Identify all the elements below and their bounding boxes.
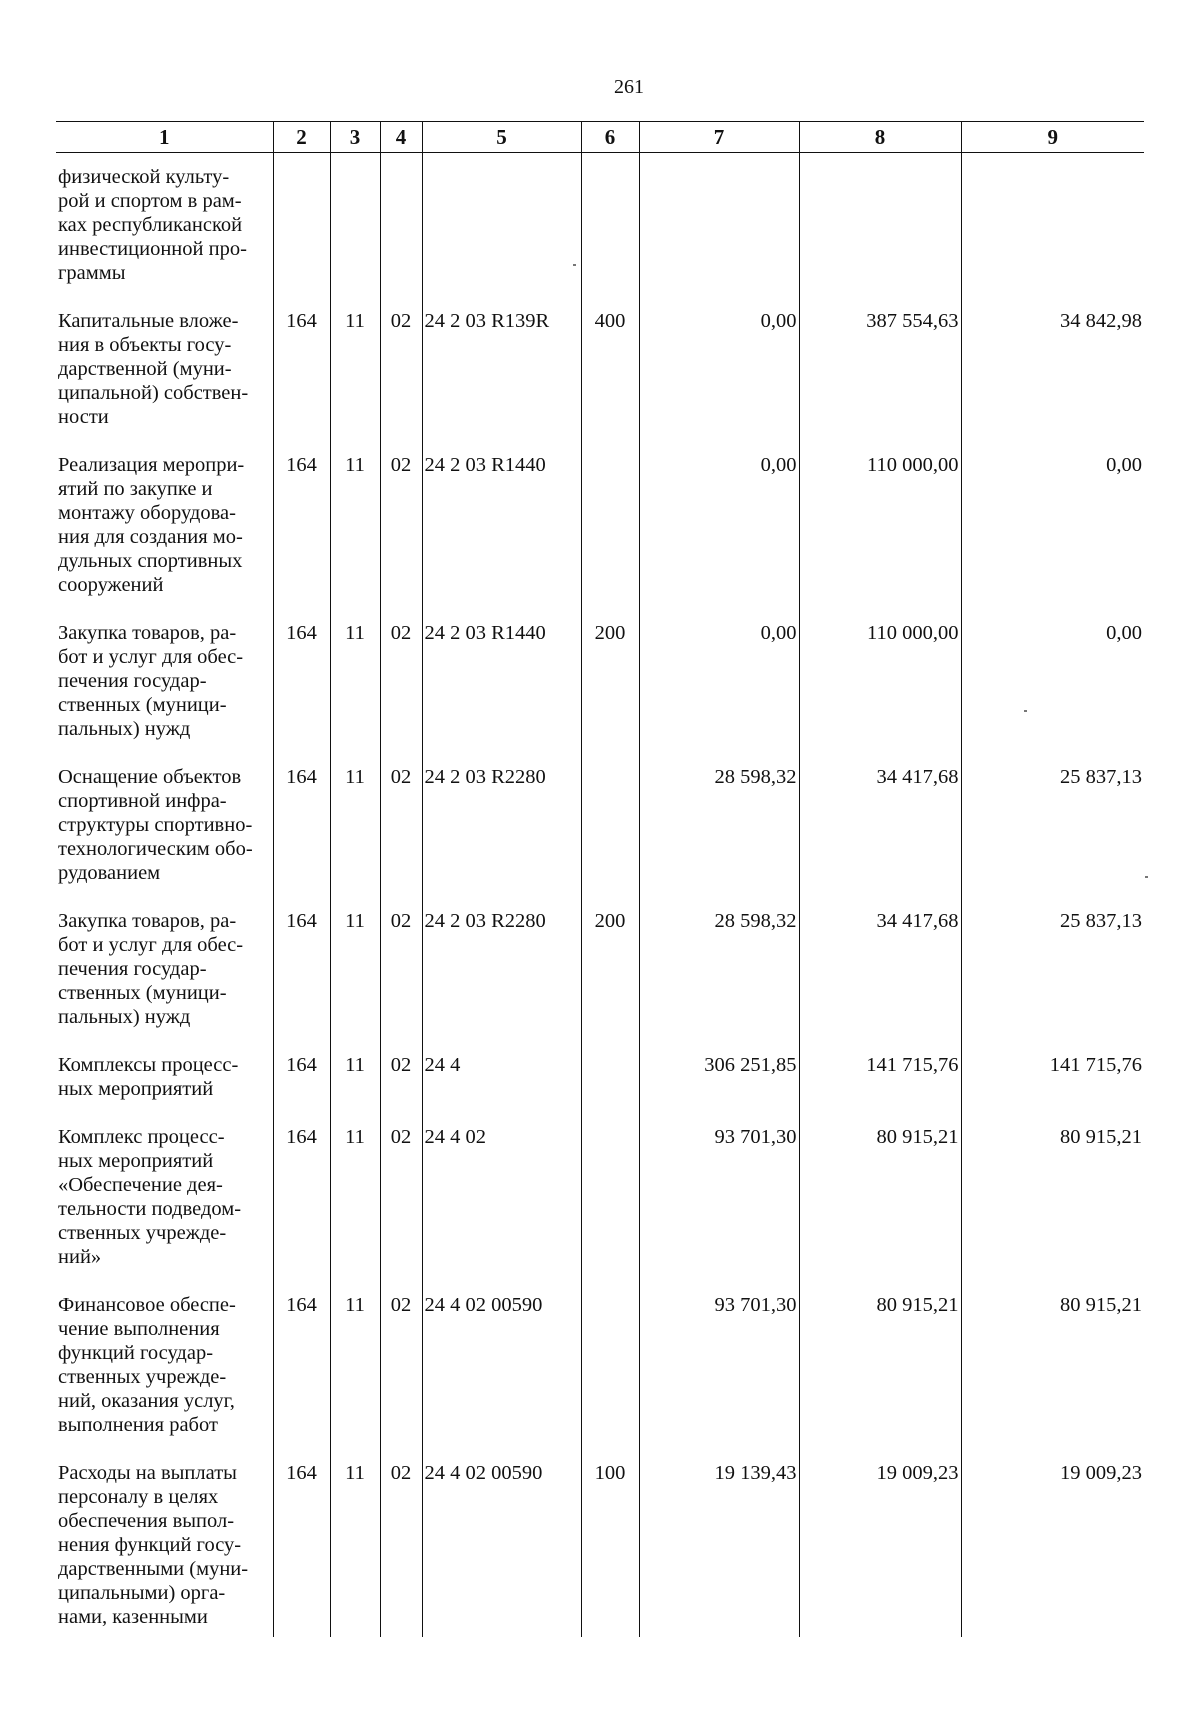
cell-col-2: 164 <box>273 1113 330 1281</box>
cell-col-3: 11 <box>330 1041 380 1113</box>
cell-col-7: 93 701,30 <box>639 1281 799 1449</box>
cell-col-5: 24 2 03 R2280 <box>422 753 581 897</box>
cell-col-2: 164 <box>273 1281 330 1449</box>
cell-col-8: 80 915,21 <box>799 1113 961 1281</box>
cell-col-4: 02 <box>380 441 422 609</box>
cell-col-2: 164 <box>273 1449 330 1637</box>
cell-col-6 <box>581 1041 639 1113</box>
cell-col-4: 02 <box>380 1281 422 1449</box>
cell-col-6: 400 <box>581 297 639 441</box>
cell-col-9: 19 009,23 <box>961 1449 1144 1637</box>
cell-col-8: 19 009,23 <box>799 1449 961 1637</box>
cell-col-7: 28 598,32 <box>639 897 799 1041</box>
cell-col-3: 11 <box>330 897 380 1041</box>
cell-col-8: 110 000,00 <box>799 609 961 753</box>
table-row <box>56 897 1144 1041</box>
cell-col-2: 164 <box>273 753 330 897</box>
cell-col-5: 24 2 03 R2280 <box>422 897 581 1041</box>
cell-col-6 <box>581 153 639 298</box>
cell-name: Комплекс процесс- ных мероприятий «Обеспечение дея- тельности подведом- ственных учрежде- ний» <box>58 1126 242 1268</box>
cell-col-8: 141 715,76 <box>799 1041 961 1113</box>
cell-name: физической культу- рой и спортом в рам- ках республиканской инвестиционной про- граммы <box>58 166 247 284</box>
cell-col-8: 34 417,68 <box>799 753 961 897</box>
cell-col-4: 02 <box>380 297 422 441</box>
cell-col-9: 25 837,13 <box>961 753 1144 897</box>
cell-col-9: 80 915,21 <box>961 1113 1144 1281</box>
cell-col-3: 11 <box>330 1449 380 1637</box>
cell-col-7: 0,00 <box>639 441 799 609</box>
header-row <box>56 122 1144 153</box>
cell-col-3 <box>330 153 380 298</box>
cell-col-9: 80 915,21 <box>961 1281 1144 1449</box>
cell-col-5: 24 2 03 R139R <box>422 297 581 441</box>
page-number: 261 <box>614 76 644 98</box>
cell-col-4: 02 <box>380 897 422 1041</box>
cell-col-2 <box>273 153 330 298</box>
cell-col-8: 387 554,63 <box>799 297 961 441</box>
cell-col-8: 110 000,00 <box>799 441 961 609</box>
cell-col-6 <box>581 753 639 897</box>
column-header-9: 9 <box>961 122 1144 153</box>
cell-name: Закупка товаров, ра- бот и услуг для обес- печения государ- ственных (муници- пальных) нужд <box>58 910 244 1028</box>
table-row <box>56 1113 1144 1281</box>
cell-col-6 <box>581 1281 639 1449</box>
cell-col-3: 11 <box>330 609 380 753</box>
cell-name: Расходы на выплаты персоналу в целях обеспечения выпол- нения функций госу- дарственными (муни- ципальными) орга- нами, казенными <box>58 1462 249 1628</box>
cell-col-5: 24 4 02 <box>422 1113 581 1281</box>
scan-speck <box>1145 876 1148 878</box>
column-header-7: 7 <box>639 122 799 153</box>
table-row <box>56 753 1144 897</box>
cell-col-9 <box>961 153 1144 298</box>
cell-col-4: 02 <box>380 1041 422 1113</box>
cell-col-8: 80 915,21 <box>799 1281 961 1449</box>
cell-col-7 <box>639 153 799 298</box>
table-header <box>56 122 1144 153</box>
column-header-2: 2 <box>273 122 330 153</box>
cell-col-5: 24 4 02 00590 <box>422 1449 581 1637</box>
cell-col-6: 100 <box>581 1449 639 1637</box>
table-row <box>56 441 1144 609</box>
scan-speck <box>573 264 576 266</box>
cell-col-6 <box>581 441 639 609</box>
table-body <box>56 153 1144 1638</box>
cell-col-7: 0,00 <box>639 609 799 753</box>
cell-col-3: 11 <box>330 1113 380 1281</box>
cell-col-4: 02 <box>380 1449 422 1637</box>
cell-col-5: 24 2 03 R1440 <box>422 441 581 609</box>
cell-col-7: 93 701,30 <box>639 1113 799 1281</box>
cell-col-4 <box>380 153 422 298</box>
cell-col-8 <box>799 153 961 298</box>
column-header-3: 3 <box>330 122 380 153</box>
cell-col-6 <box>581 1113 639 1281</box>
column-header-4: 4 <box>380 122 422 153</box>
cell-col-5: 24 4 <box>422 1041 581 1113</box>
table-row <box>56 1281 1144 1449</box>
table-row <box>56 1041 1144 1113</box>
cell-col-7: 0,00 <box>639 297 799 441</box>
cell-col-9: 34 842,98 <box>961 297 1144 441</box>
cell-col-6: 200 <box>581 897 639 1041</box>
column-header-8: 8 <box>799 122 961 153</box>
column-header-5: 5 <box>422 122 581 153</box>
table-row <box>56 1449 1144 1637</box>
cell-col-7: 19 139,43 <box>639 1449 799 1637</box>
cell-col-3: 11 <box>330 753 380 897</box>
cell-col-7: 28 598,32 <box>639 753 799 897</box>
cell-col-7: 306 251,85 <box>639 1041 799 1113</box>
cell-col-6: 200 <box>581 609 639 753</box>
cell-col-9: 141 715,76 <box>961 1041 1144 1113</box>
cell-col-4: 02 <box>380 609 422 753</box>
cell-col-5 <box>422 153 581 298</box>
cell-col-2: 164 <box>273 297 330 441</box>
cell-name: Закупка товаров, ра- бот и услуг для обес- печения государ- ственных (муници- пальных) нужд <box>58 622 244 740</box>
column-header-6: 6 <box>581 122 639 153</box>
cell-col-9: 0,00 <box>961 441 1144 609</box>
cell-col-5: 24 2 03 R1440 <box>422 609 581 753</box>
cell-col-2: 164 <box>273 441 330 609</box>
cell-col-4: 02 <box>380 1113 422 1281</box>
cell-col-2: 164 <box>273 1041 330 1113</box>
cell-name: Капитальные вложе- ния в объекты госу- дарственной (муни- ципальной) собствен- ности <box>58 310 249 428</box>
column-header-1: 1 <box>56 122 273 153</box>
cell-col-3: 11 <box>330 441 380 609</box>
cell-name: Реализация меропри- ятий по закупке и монтажу оборудова- ния для создания мо- дульных спортивных сооружений <box>58 454 245 596</box>
table-row <box>56 297 1144 441</box>
table-row <box>56 609 1144 753</box>
scan-speck <box>1024 710 1027 712</box>
table-row <box>56 153 1144 298</box>
cell-name: Финансовое обеспе- чение выполнения функций государ- ственных учрежде- ний, оказания услуг, выполнения работ <box>58 1294 236 1436</box>
cell-col-2: 164 <box>273 609 330 753</box>
cell-col-4: 02 <box>380 753 422 897</box>
cell-col-3: 11 <box>330 1281 380 1449</box>
cell-col-9: 25 837,13 <box>961 897 1144 1041</box>
cell-col-5: 24 4 02 00590 <box>422 1281 581 1449</box>
cell-col-3: 11 <box>330 297 380 441</box>
cell-col-9: 0,00 <box>961 609 1144 753</box>
budget-table <box>56 121 1144 1637</box>
cell-col-8: 34 417,68 <box>799 897 961 1041</box>
cell-name: Оснащение объектов спортивной инфра- структуры спортивно- технологическим обо- рудованием <box>58 766 253 884</box>
cell-name: Комплексы процесс- ных мероприятий <box>58 1054 239 1100</box>
cell-col-2: 164 <box>273 897 330 1041</box>
